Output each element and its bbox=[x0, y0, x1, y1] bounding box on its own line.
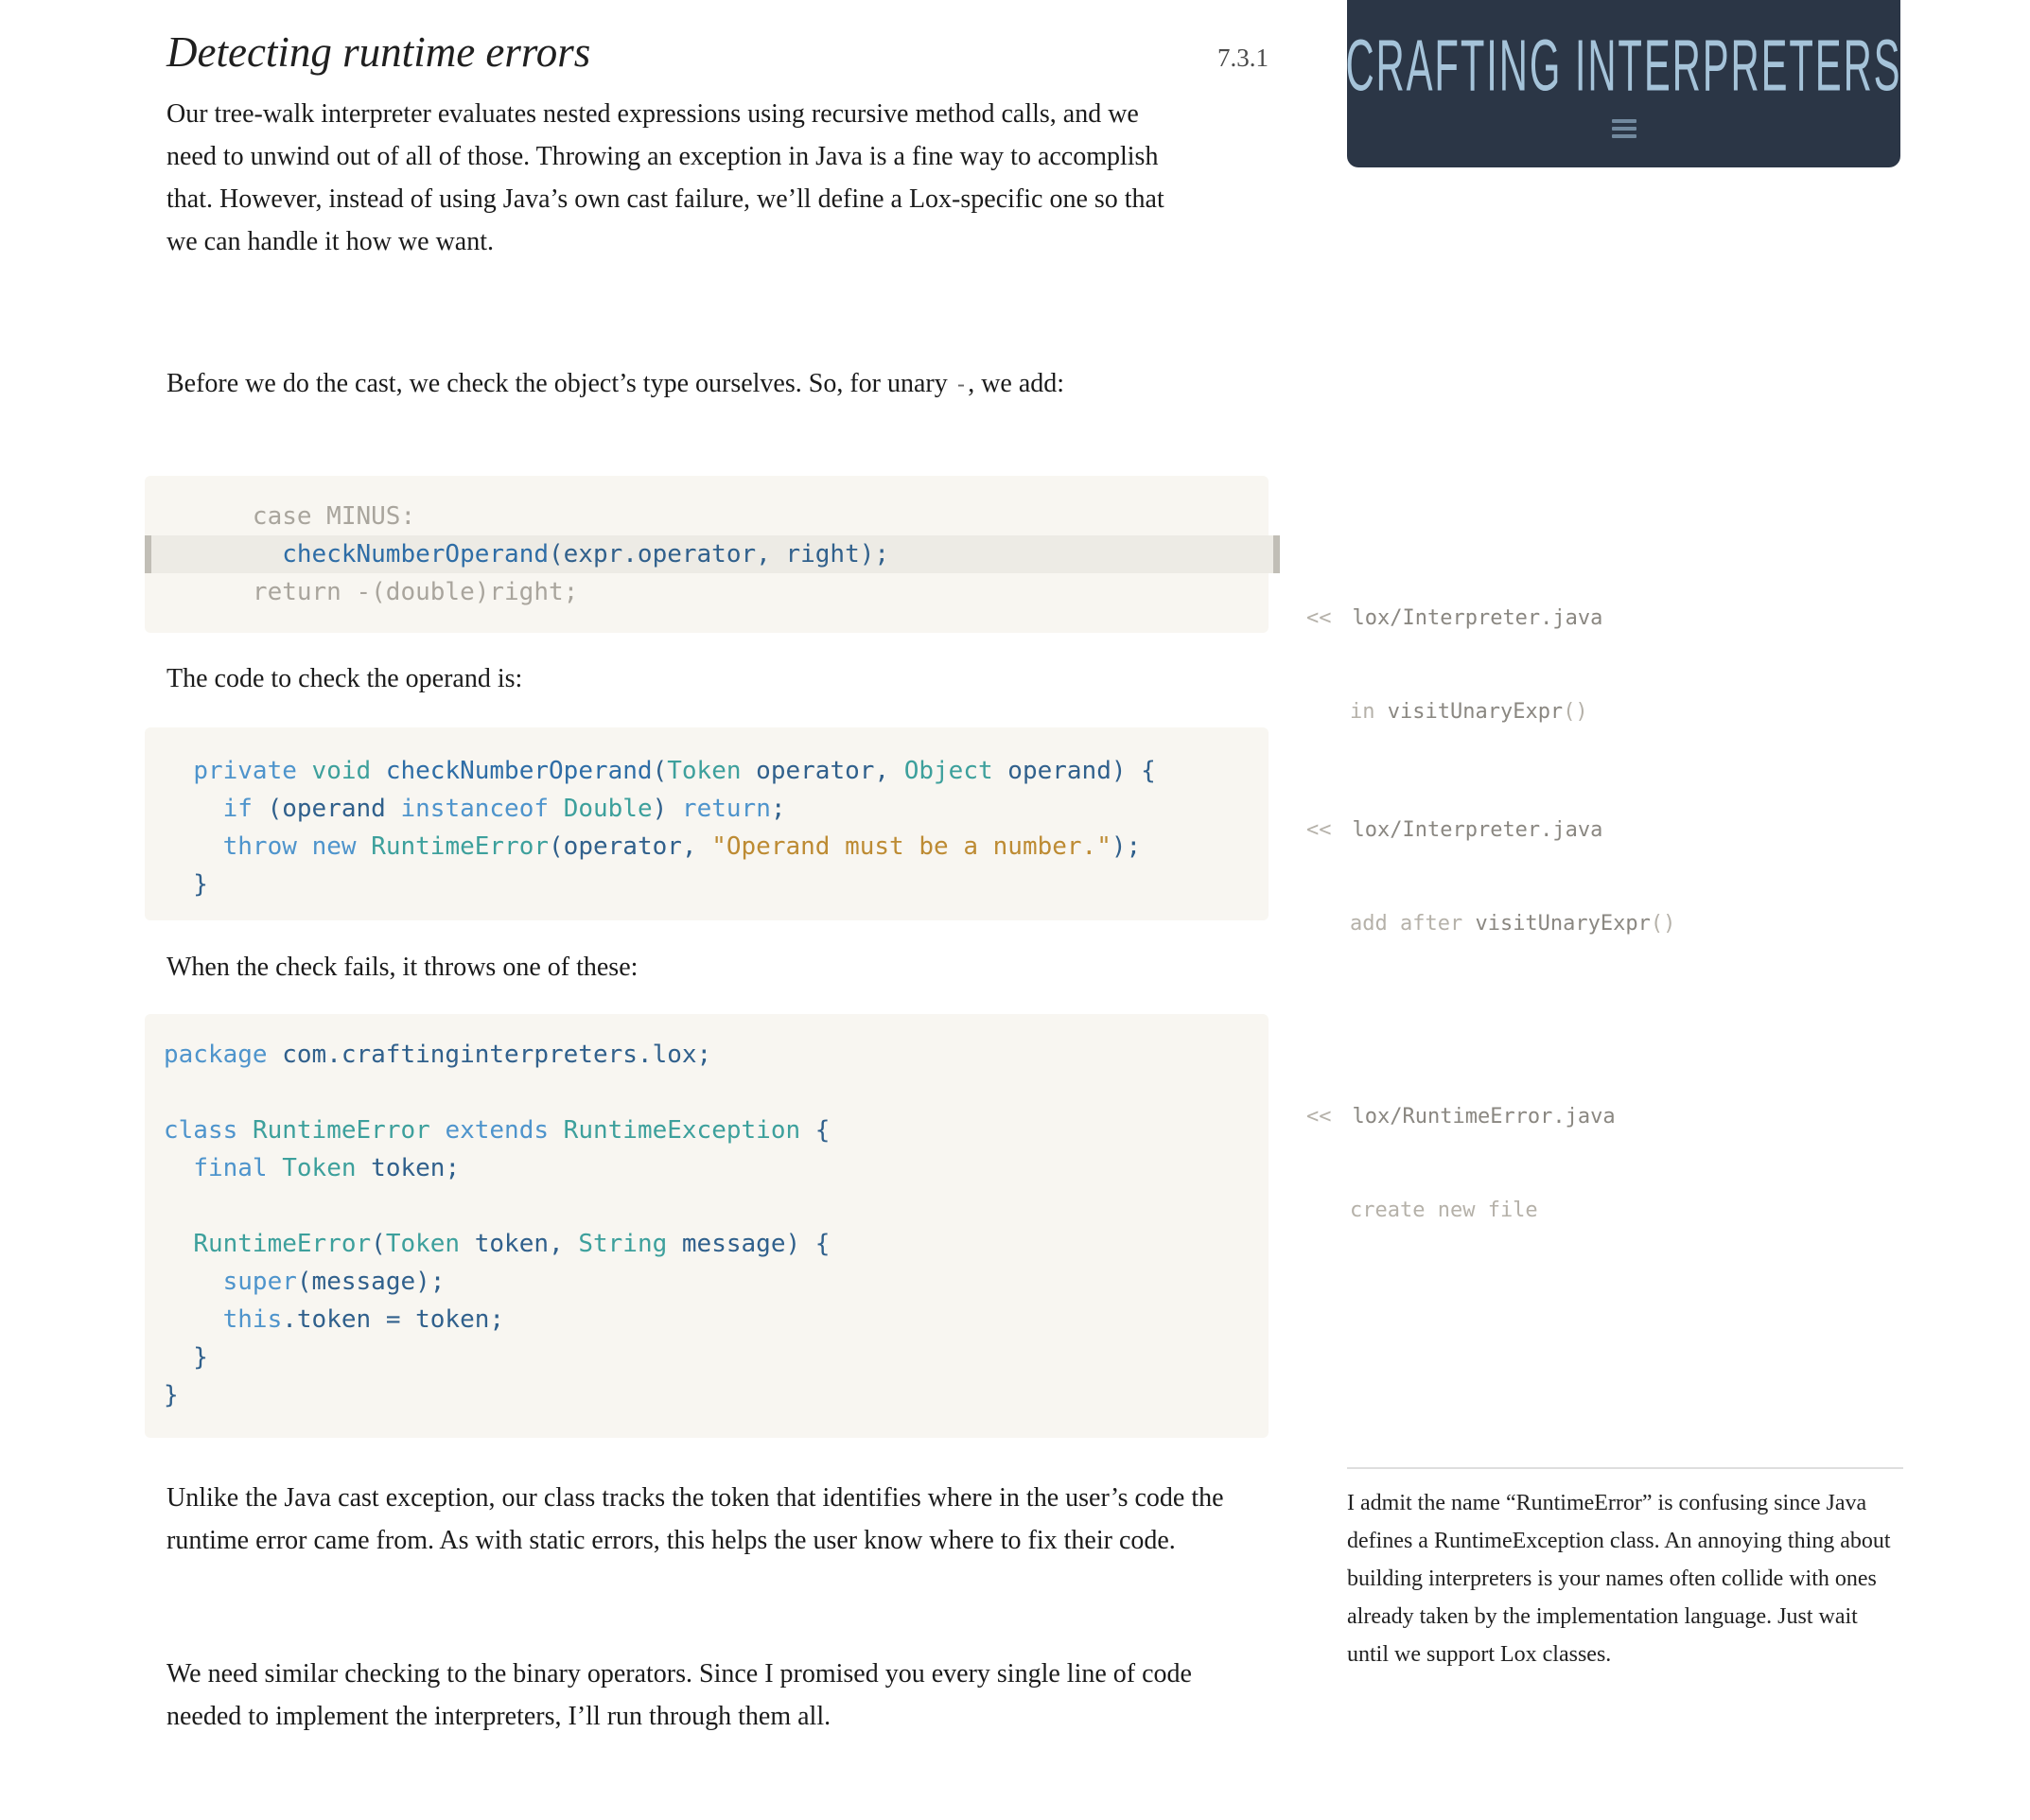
listing-unary-minus-check bbox=[145, 476, 1269, 633]
annotation-file-row bbox=[1306, 814, 1704, 846]
code-line: private void checkNumberOperand(Token operator, Object operand) { bbox=[193, 757, 1156, 785]
menu-icon[interactable] bbox=[1612, 119, 1636, 138]
code-line: } bbox=[164, 870, 208, 899]
insert-marker-icon: << bbox=[1306, 1105, 1332, 1129]
menu-icon-bar bbox=[1612, 127, 1636, 131]
code-line: if (operand instanceof Double) return; bbox=[222, 795, 786, 823]
inline-code-minus: - bbox=[954, 371, 969, 397]
code-line: } bbox=[164, 1343, 208, 1372]
unlike-java-paragraph: Unlike the Java cast exception, our class tracks the token that identifies where in the user’s code the runtime error came from. As with static errors, this helps the user know where to fix their code. bbox=[166, 1483, 1224, 1555]
annotation-file-row bbox=[1306, 603, 1704, 634]
aside-note: I admit the name “RuntimeError” is confusing since Java defines a RuntimeException class. An annoying thing about building interpreters is your names often collide with ones already taken by the implementation language. Just wait until we support Lox classes. bbox=[1347, 1467, 1903, 1673]
code-line: checkNumberOperand(expr.operator, right); bbox=[145, 535, 1280, 573]
menu-icon-bar bbox=[1612, 119, 1636, 123]
annotation-file-name: lox/Interpreter.java bbox=[1352, 606, 1603, 630]
annotation-file-name: lox/Interpreter.java bbox=[1352, 818, 1603, 842]
code-line: super(message); bbox=[222, 1268, 446, 1296]
code-line: package com.craftinginterpreters.lox; bbox=[164, 1041, 712, 1069]
code-line: } bbox=[164, 1381, 179, 1409]
insert-marker-icon: << bbox=[1306, 818, 1332, 842]
check-fails-paragraph: When the check fails, it throws one of these: bbox=[166, 953, 639, 982]
before-cast-paragraph bbox=[166, 362, 1188, 406]
logo-link[interactable] bbox=[1347, 0, 1900, 167]
listing-check-number-operand bbox=[145, 727, 1269, 920]
annotation-location: in visitUnaryExpr() bbox=[1350, 700, 1588, 724]
code-line: return -(double)right; bbox=[164, 578, 579, 606]
page-title: Detecting runtime errors bbox=[166, 28, 591, 76]
paragraph-text: Before we do the cast, we check the object’s type ourselves. So, for unary bbox=[166, 369, 954, 398]
code-line: throw new RuntimeError(operator, "Operand must be a number."); bbox=[222, 832, 1142, 861]
insert-marker-icon: << bbox=[1306, 606, 1332, 630]
listing-annotation bbox=[1306, 1039, 1704, 1257]
code-line: this.token = token; bbox=[222, 1305, 505, 1334]
site-logo: CRAFTING INTERPRETERS bbox=[1345, 25, 1902, 107]
binary-operators-paragraph: We need similar checking to the binary operators. Since I promised you every single line of code needed to implement the interpreters, I’ll run through them all. bbox=[166, 1659, 1192, 1731]
code-line: class RuntimeError extends RuntimeException { bbox=[164, 1116, 831, 1145]
code-line bbox=[145, 1187, 1269, 1225]
section-number: 7.3.1 bbox=[1217, 44, 1269, 72]
intro-paragraph: Our tree-walk interpreter evaluates nested expressions using recursive method calls, and we need to unwind out of all of those. Throwing an exception in Java is a fine way to accomplish that. However, instead of using Java’s own cast failure, we’ll define a Lox-specific one so that we can handle it how we want. bbox=[166, 99, 1164, 256]
annotation-location: create new file bbox=[1350, 1199, 1538, 1222]
code-line: RuntimeError(Token token, String message) { bbox=[193, 1230, 831, 1258]
listing-annotation bbox=[1306, 752, 1704, 971]
code-line: final Token token; bbox=[193, 1154, 461, 1182]
annotation-file-row bbox=[1306, 1101, 1704, 1132]
listing-runtime-error-class bbox=[145, 1014, 1269, 1438]
code-line: case MINUS: bbox=[164, 502, 416, 531]
menu-icon-bar bbox=[1612, 134, 1636, 138]
code-line bbox=[145, 1074, 1269, 1111]
listing-annotation bbox=[1306, 540, 1704, 759]
check-operand-paragraph: The code to check the operand is: bbox=[166, 664, 523, 693]
annotation-file-name: lox/RuntimeError.java bbox=[1352, 1105, 1616, 1129]
paragraph-text: , we add: bbox=[968, 369, 1065, 398]
annotation-location: add after visitUnaryExpr() bbox=[1350, 912, 1676, 936]
